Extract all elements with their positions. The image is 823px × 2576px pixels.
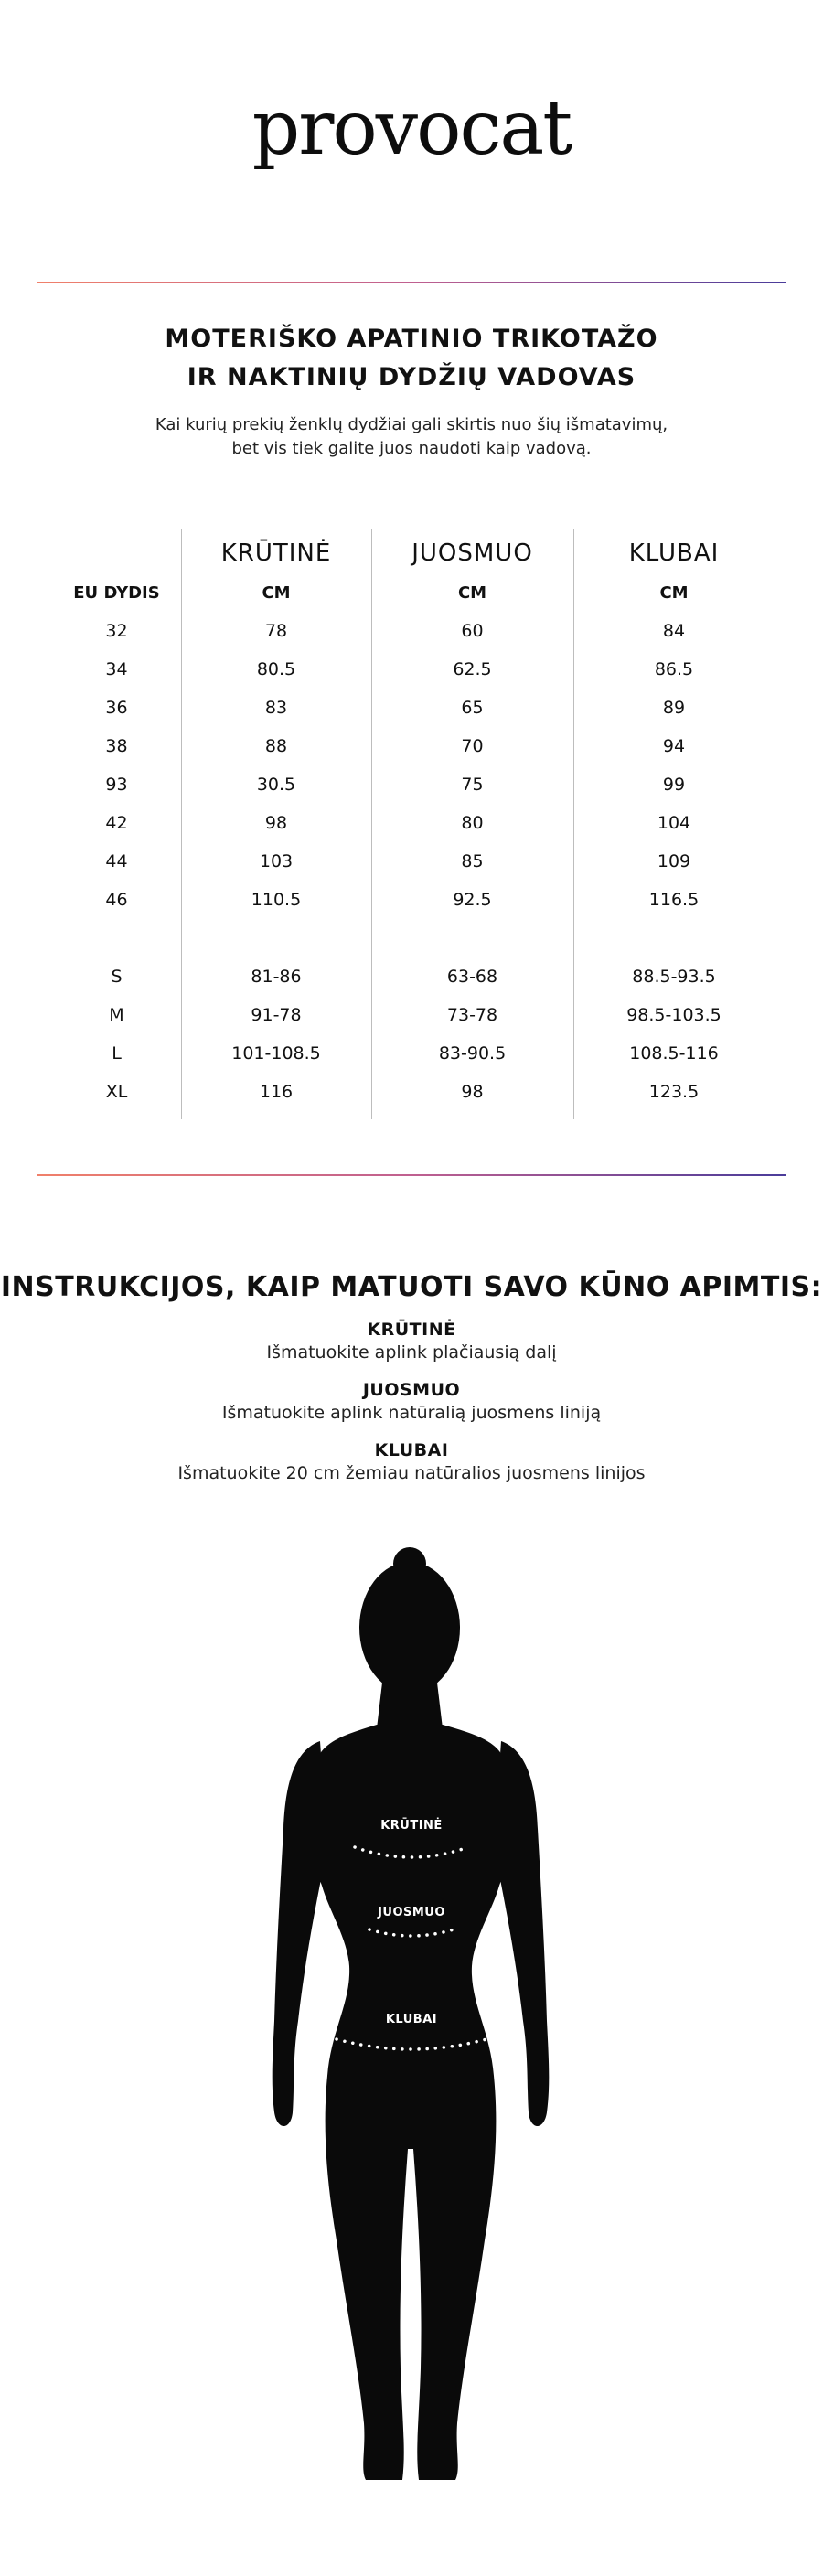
table-cell: 98 (264, 813, 288, 833)
table-cell: 123.5 (648, 1082, 700, 1102)
size-label: XL (105, 1082, 128, 1102)
hips-label: KLUBAI (385, 2013, 438, 2026)
unit-waist: CM (457, 583, 487, 603)
table-cell: 103 (259, 851, 294, 871)
chest-label: KRŪTINĖ (380, 1819, 443, 1833)
table-cell: 62.5 (453, 659, 492, 679)
table-cell: 73-78 (446, 1005, 498, 1025)
table-cell: 109 (657, 851, 691, 871)
instructions-title: INSTRUKCIJOS, KAIP MATUOTI SAVO KŪNO APIMTIS: (0, 1271, 823, 1303)
size-label: L (112, 1043, 122, 1064)
body-silhouette-figure (0, 1545, 823, 2533)
table-cell: 99 (662, 775, 686, 795)
unit-chest: CM (262, 583, 291, 603)
instruction-heading-hips: KLUBAI (374, 1440, 449, 1460)
brand-logo: provocat (251, 85, 572, 172)
table-cell: 83 (264, 698, 288, 718)
table-cell: 85 (461, 851, 484, 871)
table-cell: 70 (461, 736, 484, 756)
size-label: 36 (105, 698, 128, 718)
size-label: 93 (105, 775, 128, 795)
table-cell: 108.5-116 (629, 1043, 719, 1064)
table-cell: 80 (461, 813, 484, 833)
column-header-chest: KRŪTINĖ (220, 540, 332, 567)
table-cell: 86.5 (654, 659, 694, 679)
page-title-line-2: IR NAKTINIŲ DYDŽIŲ VADOVAS (187, 363, 636, 391)
size-table (0, 0, 823, 1189)
table-cell: 63-68 (446, 967, 498, 987)
table-cell: 84 (662, 621, 686, 641)
table-cell: 101-108.5 (231, 1043, 321, 1064)
table-cell: 88 (264, 736, 288, 756)
size-label: M (109, 1005, 124, 1025)
subtitle-line-1: Kai kurių prekių ženklų dydžiai gali skirtis nuo šių išmatavimų, (155, 415, 668, 434)
unit-hips: CM (659, 583, 689, 603)
subtitle-line-2: bet vis tiek galite juos naudoti kaip vadovą. (231, 439, 592, 458)
table-cell: 92.5 (453, 890, 492, 910)
table-cell: 80.5 (256, 659, 296, 679)
table-cell: 81-86 (251, 967, 302, 987)
size-label: 32 (105, 621, 128, 641)
waist-label: JUOSMUO (378, 1906, 445, 1919)
table-cell: 75 (461, 775, 484, 795)
size-label: S (111, 967, 123, 987)
table-cell: 88.5-93.5 (632, 967, 716, 987)
table-cell: 98.5-103.5 (626, 1005, 721, 1025)
table-cell: 116 (259, 1082, 294, 1102)
size-label: 34 (105, 659, 128, 679)
size-label: 42 (105, 813, 128, 833)
table-cell: 89 (662, 698, 686, 718)
table-cell: 94 (662, 736, 686, 756)
size-label: 46 (105, 890, 128, 910)
table-cell: 60 (461, 621, 484, 641)
size-column-header: EU DYDIS (73, 583, 160, 603)
table-cell: 83-90.5 (438, 1043, 507, 1064)
table-cell: 91-78 (251, 1005, 302, 1025)
page-title-line-1: MOTERIŠKO APATINIO TRIKOTAŽO (165, 325, 658, 353)
column-header-waist: JUOSMUO (412, 540, 533, 567)
table-cell: 110.5 (251, 890, 302, 910)
column-header-hips: KLUBAI (628, 540, 720, 567)
middle-divider (37, 1174, 786, 1176)
table-cell: 65 (461, 698, 484, 718)
table-cell: 98 (461, 1082, 484, 1102)
instruction-heading-waist: JUOSMUO (362, 1380, 461, 1400)
instruction-text-chest: Išmatuokite aplink plačiausią dalį (266, 1342, 557, 1363)
table-cell: 116.5 (648, 890, 700, 910)
table-cell: 78 (264, 621, 288, 641)
instruction-text-waist: Išmatuokite aplink natūralią juosmens liniją (221, 1403, 602, 1423)
table-cell: 30.5 (256, 775, 296, 795)
table-cell: 104 (657, 813, 691, 833)
size-label: 38 (105, 736, 128, 756)
instruction-heading-chest: KRŪTINĖ (367, 1320, 456, 1340)
instruction-text-hips: Išmatuokite 20 cm žemiau natūralios juosmens linijos (177, 1463, 646, 1483)
size-label: 44 (105, 851, 128, 871)
